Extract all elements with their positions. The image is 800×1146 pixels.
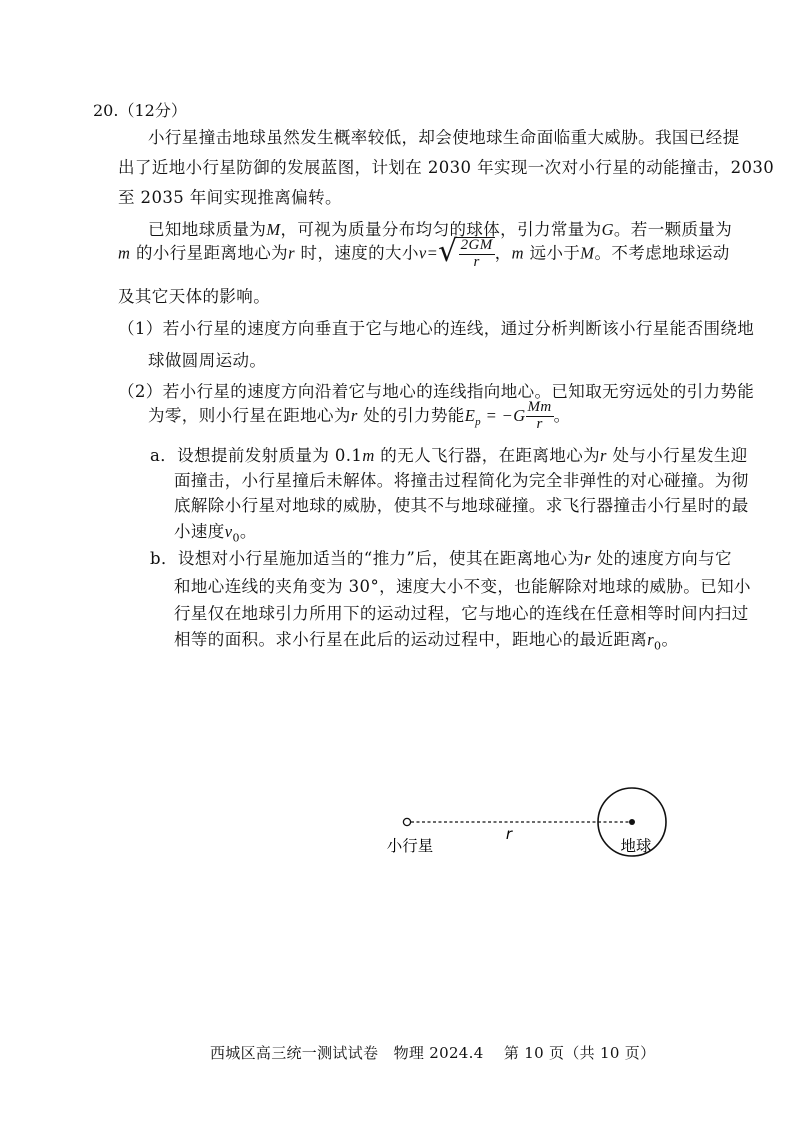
symbol-Ep-subscript: p (475, 416, 482, 429)
known-line-2 (118, 234, 730, 271)
partb-line-3: 行星仅在地球引力所用下的运动过程，它与地心的连线在任意相等时间内扫过 (174, 604, 749, 623)
part2-line-2 (148, 400, 571, 433)
parta-line-2: 面撞击，小行星撞后未解体。将撞击过程简化为完全非弹性的对心碰撞。为彻 (174, 471, 749, 490)
parta-text: 的无人飞行器，在距离地心为 (374, 446, 601, 465)
symbol-m: m (118, 243, 131, 263)
known-text: ，可视为质量分布均匀的球体，引力常量为 (280, 220, 602, 239)
question-header (93, 98, 187, 121)
parta-text: 小速度 (174, 522, 225, 541)
partb-text: 设想对小行星施加适当的“推力”后，使其在距离地心为 (177, 549, 585, 568)
symbol-r: r (350, 405, 358, 425)
intro-line-1: 小行星撞击地球虽然发生概率较低，却会使地球生命面临重大威胁。我国已经提 (148, 128, 740, 147)
known-text: 时，速度的大小 (294, 243, 419, 263)
part2-text: 处的引力势能 (357, 405, 465, 425)
known-text: 远小于 (523, 243, 581, 263)
asteroid-marker (403, 818, 410, 825)
fraction-denominator: r (473, 253, 480, 270)
parta-text: 。 (239, 522, 257, 541)
parta-label: a． (150, 446, 178, 465)
known-text: 。若一颗质量为 (613, 220, 733, 239)
symbol-v0: v (224, 522, 233, 541)
page-footer: 西城区高三统一测试试卷 物理 2024.4 第 10 页（共 10 页） (210, 1044, 656, 1062)
part2-text: 。 (553, 405, 571, 425)
symbol-r0-subscript: 0 (654, 639, 662, 653)
parta-text: 处与小行星发生迎 (606, 446, 748, 465)
parta-line-4 (174, 518, 257, 544)
symbol-r0: r (647, 630, 655, 649)
parta-text: 设想提前发射质量为 0.1 (177, 446, 363, 465)
known-text: 已知地球质量为 (148, 220, 267, 239)
sqrt-formula: √ $\frac{2GM}{r}$ (438, 234, 493, 270)
earth-label: 地球 (620, 837, 652, 855)
partb-text: 处的速度方向与它 (591, 549, 732, 568)
symbol-r: r (584, 549, 592, 568)
partb-line-4 (174, 626, 678, 652)
fraction-denominator: r (536, 415, 543, 432)
symbol-Ep: E (464, 405, 476, 425)
equation-text: = −G (481, 405, 526, 425)
intro-line-2: 出了近地小行星防御的发展蓝图，计划在 2030 年实现一次对小行星的动能撞击，2030 (118, 158, 775, 177)
earth-center-dot (629, 819, 635, 825)
part2-text: 为零，则小行星在距地心为 (148, 405, 351, 425)
part2-text: 若小行星的速度方向沿着它与地心的连线指向地心。已知取无穷远处的引力势能 (162, 382, 755, 401)
asteroid-label: 小行星 (386, 837, 434, 855)
symbol-m: m (362, 446, 375, 465)
part1-line-1 (118, 315, 754, 339)
fraction-numerator: 2GM (460, 237, 493, 253)
partb-label: b． (150, 549, 178, 568)
part1-line-2: 球做圆周运动。 (148, 351, 267, 370)
symbol-m: m (511, 243, 524, 263)
part1-text: 若小行星的速度方向垂直于它与地心的连线，通过分析判断该小行星能否围绕地 (162, 319, 755, 338)
symbol-r: r (288, 243, 295, 263)
part2-line-1 (118, 378, 754, 402)
symbol-r: r (600, 446, 607, 465)
symbol-v: v= (418, 243, 439, 263)
known-line-3: 及其它天体的影响。 (118, 287, 271, 306)
distance-label: r (505, 825, 513, 843)
known-text: ， (494, 243, 512, 263)
partb-line-2: 和地心连线的夹角变为 30°，速度大小不变，也能解除对地球的威胁。已知小 (174, 577, 751, 596)
symbol-v0-subscript: 0 (232, 531, 240, 545)
question-points: （12分） (118, 101, 187, 120)
partb-line-1 (150, 545, 732, 569)
partb-text: 。 (661, 630, 679, 649)
parta-line-1 (150, 442, 748, 466)
fraction-numerator: Mm (527, 399, 552, 415)
symbol-G: G (601, 220, 614, 239)
intro-line-3: 至 2035 年间实现推离偏转。 (118, 188, 342, 207)
known-text: 。不考虑地球运动 (594, 243, 730, 263)
question-number: 20. (93, 101, 119, 120)
known-text: 的小行星距离地心为 (130, 243, 289, 263)
part1-label: （1） (118, 319, 163, 338)
part2-label: （2） (118, 382, 163, 401)
asteroid-earth-figure (370, 770, 680, 860)
symbol-M: M (266, 220, 281, 239)
parta-line-3: 底解除小行星对地球的威胁，使其不与地球碰撞。求飞行器撞击小行星时的最 (174, 496, 749, 515)
partb-text: 相等的面积。求小行星在此后的运动过程中，距地心的最近距离 (174, 630, 648, 649)
symbol-M: M (580, 243, 595, 263)
